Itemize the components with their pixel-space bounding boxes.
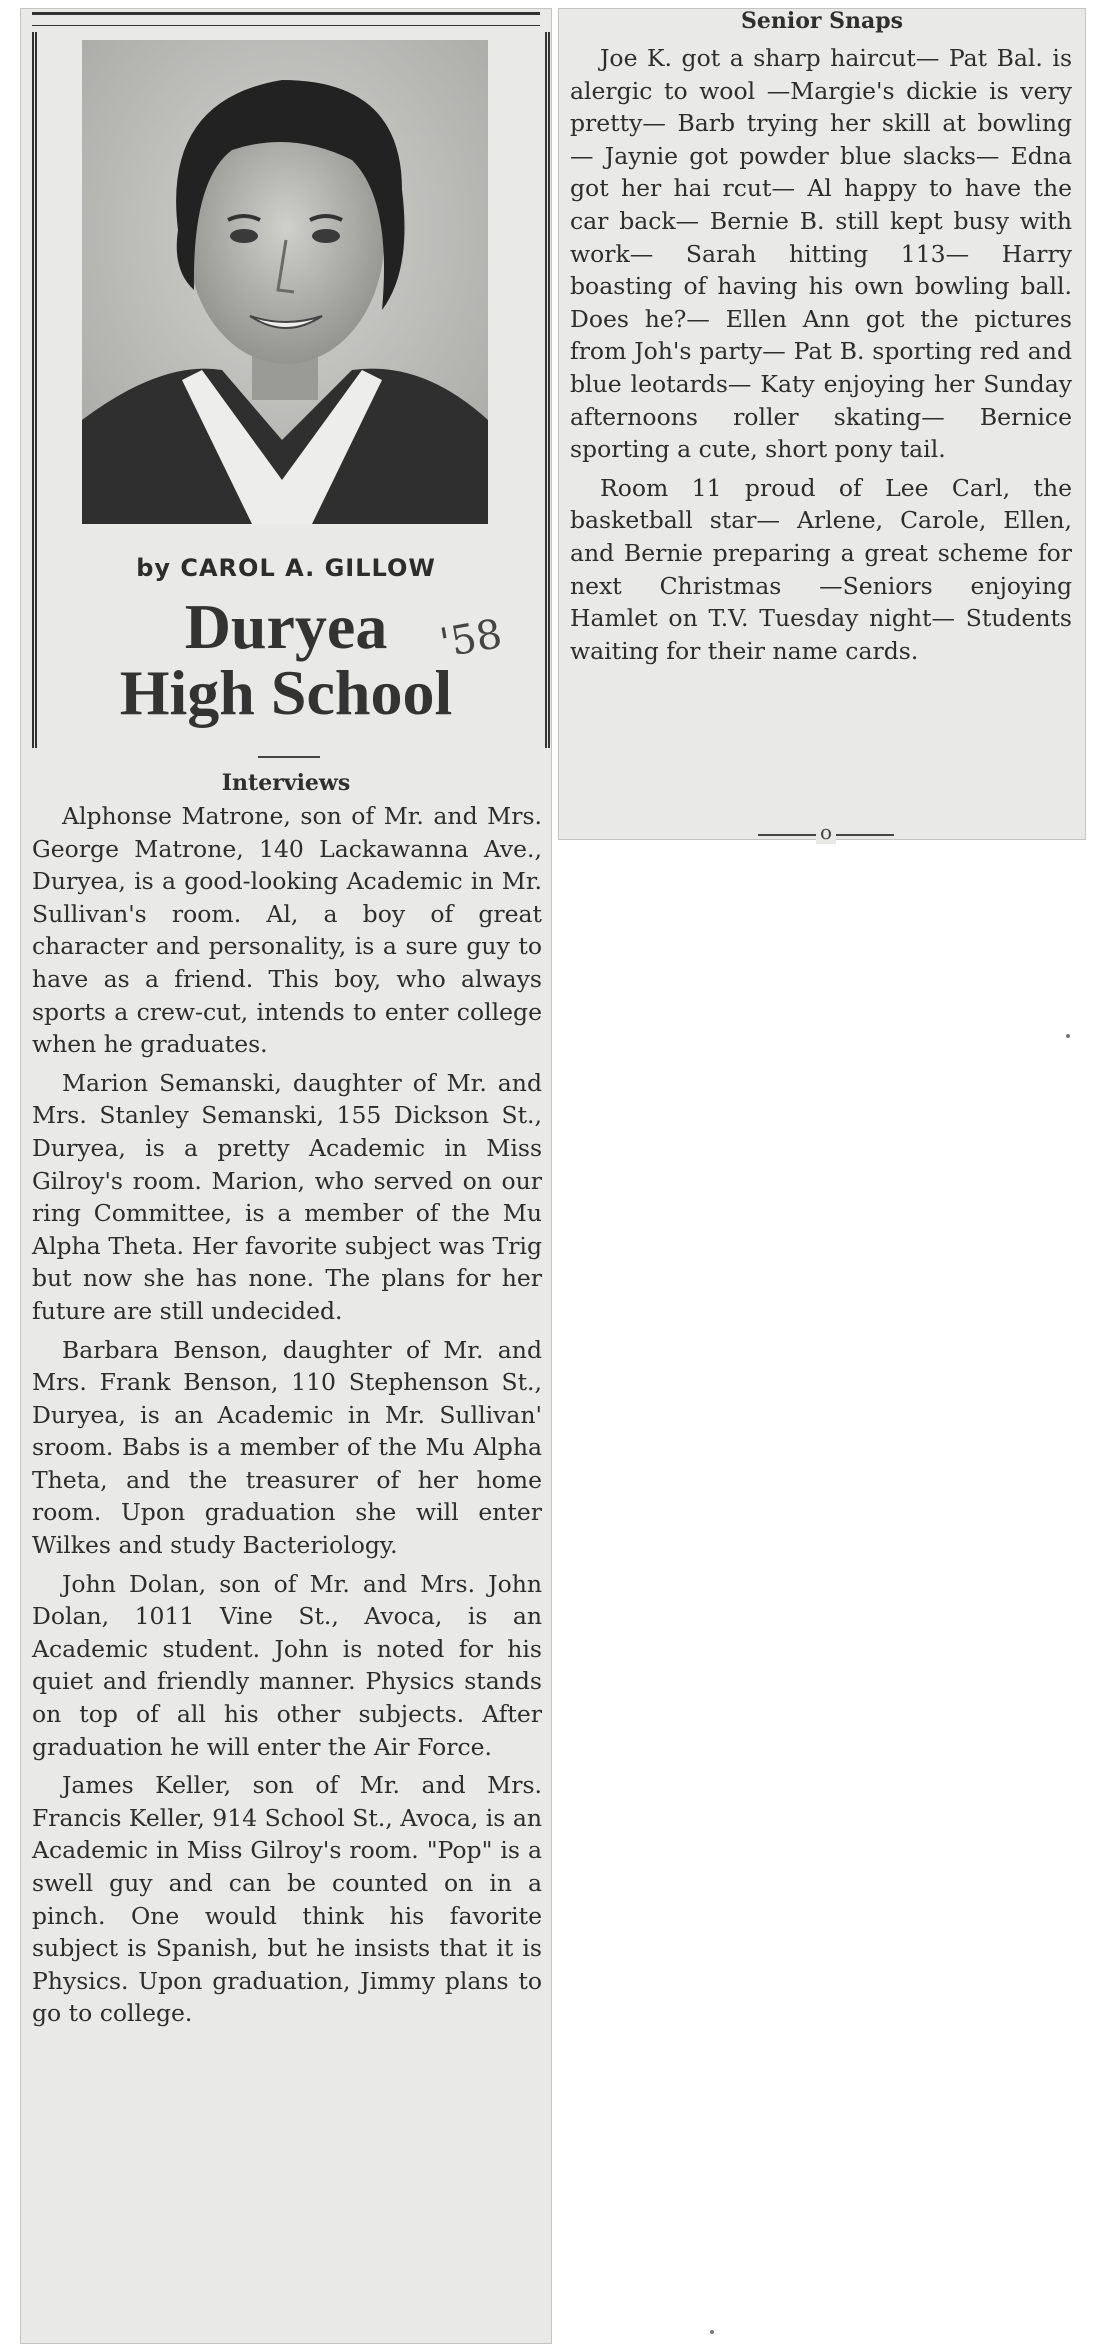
left-column-clipping [20,8,552,2344]
section-divider [258,756,320,758]
interview-paragraph: John Dolan, son of Mr. and Mrs. John Dolan, 1011 Vine St., Avoca, is an Academic student. John is noted for his quiet and friendly manner. Physics stands on top of all his other subjects. After graduation he will enter the Air Force. [32,1569,542,1761]
senior-snaps-body [570,42,1072,673]
paper-speck [1066,1034,1070,1038]
right-column-clipping [558,8,1086,844]
top-rule [32,12,540,26]
interviews-body [32,800,542,2036]
snaps-paragraph: Room 11 proud of Lee Carl, the basketball star— Arlene, Carole, Ellen, and Bernie preparing a great scheme for next Christmas —Seniors enjoying Hamlet on T.V. Tuesday night— Students waiting for their name cards. [570,473,1072,665]
end-mark: o [816,820,836,844]
interview-paragraph: Marion Semanski, daughter of Mr. and Mrs. Stanley Semanski, 155 Dickson St., Duryea, is a pretty Academic in Miss Gilroy's room. Marion, who served on our ring Committee, is a member of the Mu Alpha Theta. Her favorite subject was Trig but now she has none. The plans for her future are still undecided. [32,1068,542,1325]
masthead-line-2: High School [119,657,453,728]
interviews-heading: Interviews [221,770,351,796]
student-portrait-photo [82,40,488,524]
interview-paragraph: Alphonse Matrone, son of Mr. and Mrs. George Matrone, 140 Lackawanna Ave., Duryea, is a good-looking Academic in Mr. Sullivan's room. Al, a boy of great character and personality, is a sure guy to have as a friend. This boy, who always sports a crew-cut, intends to enter college when he graduates. [32,802,542,1059]
senior-snaps-heading: Senior Snaps [740,8,904,34]
masthead-line-1: Duryea [184,591,388,662]
interview-paragraph: James Keller, son of Mr. and Mrs. Francis Keller, 914 School St., Avoca, is an Academic in Miss Gilroy's room. "Pop" is a swell guy and can be counted on in a pinch. One would think his favorite subject is Spanish, but he insists that it is Physics. Upon graduation, Jimmy plans to go to college. [32,1771,542,2028]
handwritten-year: '58 [436,610,506,668]
byline: by CAROL A. GILLOW [136,554,436,582]
interview-paragraph: Barbara Benson, daughter of Mr. and Mrs. Frank Benson, 110 Stephenson St., Duryea, is an Academic in Mr. Sullivan' sroom. Babs is a member of the Mu Alpha Theta, and the treasurer of her home room. Upon graduation she will enter Wilkes and study Bacteriology. [32,1335,542,1560]
paper-speck [710,2330,714,2334]
snaps-paragraph: Joe K. got a sharp haircut— Pat Bal. is alergic to wool —Margie's dickie is very pretty— Barb trying her skill at bowling — Jaynie got powder blue slacks— Edna got her hai rcut— Al happy to have the car back— Bernie B. still kept busy with work— Sarah hitting 113— Harry boasting of having his own bowling ball. Does he?— Ellen Ann got the pictures from Joh's party— Pat B. sporting red and blue leotards— Katy enjoying her Sunday afternoons roller skating— Bernice sporting a cute, short pony tail. [570,44,1072,464]
